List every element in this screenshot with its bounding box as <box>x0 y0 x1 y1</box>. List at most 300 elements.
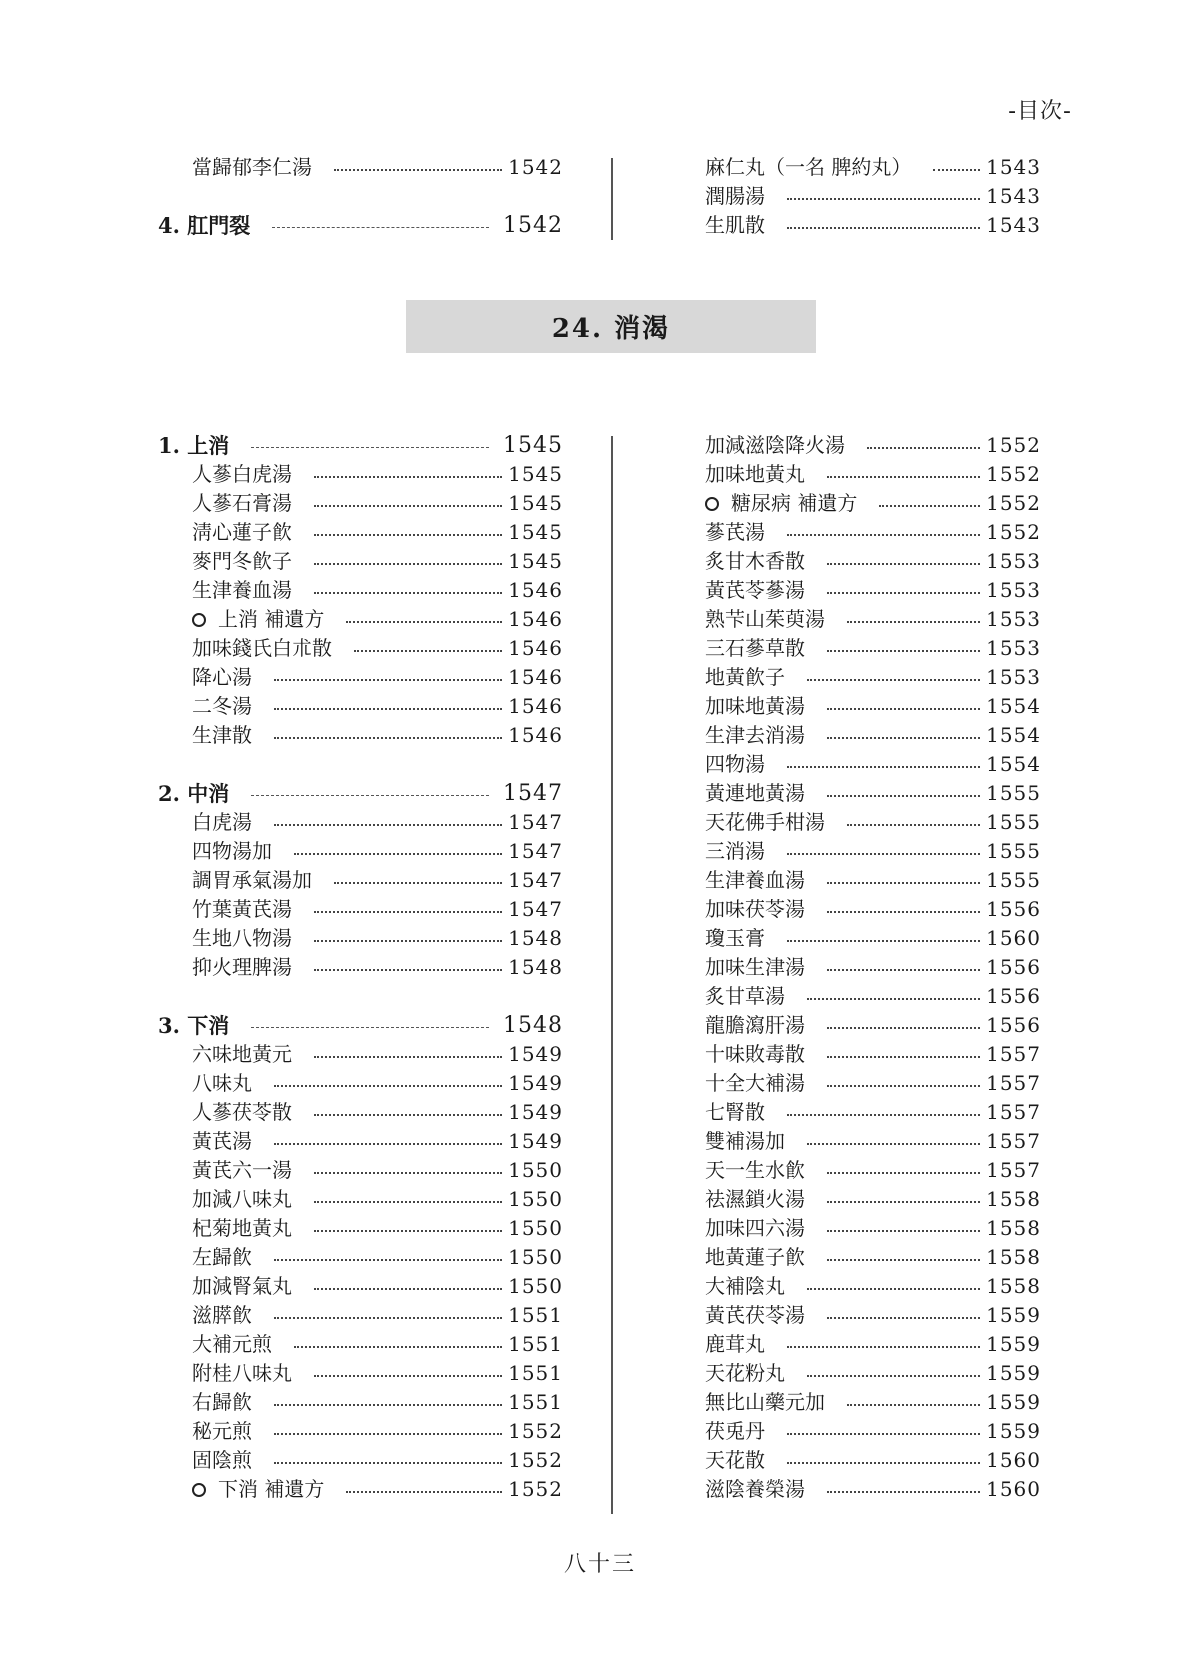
toc-entry[interactable] <box>671 1127 1041 1156</box>
toc-entry[interactable] <box>158 1388 563 1417</box>
toc-page-number: 1555 <box>986 781 1041 805</box>
toc-entry[interactable] <box>158 634 563 663</box>
dot-leader <box>346 621 502 623</box>
toc-entry-text: 炙甘草湯 <box>705 984 785 1008</box>
dot-leader <box>274 1462 502 1464</box>
toc-entry-title <box>705 1272 793 1301</box>
toc-entry[interactable] <box>158 1127 563 1156</box>
toc-entry-title <box>192 547 300 576</box>
toc-entry[interactable] <box>671 1417 1041 1446</box>
toc-page-number: 1556 <box>986 955 1041 979</box>
dot-leader <box>827 737 980 739</box>
toc-page-number: 1553 <box>986 636 1041 660</box>
toc-page-number: 1545 <box>508 462 563 486</box>
toc-entry-text: 二冬湯 <box>192 694 252 718</box>
toc-entry[interactable] <box>671 431 1041 460</box>
toc-entry-title <box>192 1040 300 1069</box>
toc-entry[interactable] <box>671 1301 1041 1330</box>
toc-entry-title <box>192 1156 300 1185</box>
toc-entry-text: 加味地黃湯 <box>705 694 805 718</box>
toc-entry-text: 生津養血湯 <box>705 868 805 892</box>
toc-entry[interactable] <box>671 1446 1041 1475</box>
dot-leader <box>314 476 502 478</box>
toc-entry[interactable] <box>671 692 1041 721</box>
toc-entry[interactable] <box>158 895 563 924</box>
toc-entry-title <box>705 1388 833 1417</box>
toc-entry-title <box>705 431 853 460</box>
toc-entry-text: 炙甘木香散 <box>705 549 805 573</box>
dot-leader <box>827 563 980 565</box>
toc-entry-title <box>705 1475 813 1504</box>
column-divider-top <box>611 158 613 240</box>
toc-page-number: 1543 <box>986 213 1041 237</box>
toc-entry-title <box>192 576 300 605</box>
toc-entry[interactable] <box>158 1040 563 1069</box>
toc-entry-title <box>192 692 260 721</box>
toc-entry[interactable] <box>671 1098 1041 1127</box>
toc-entry[interactable] <box>671 1156 1041 1185</box>
toc-entry-text: 六味地黃元 <box>192 1042 292 1066</box>
toc-entry[interactable] <box>158 721 563 750</box>
toc-entry[interactable] <box>671 982 1041 1011</box>
toc-entry[interactable] <box>671 1011 1041 1040</box>
toc-page-number: 1549 <box>508 1100 563 1124</box>
toc-entry-title <box>705 1243 813 1272</box>
toc-entry[interactable] <box>671 1185 1041 1214</box>
toc-entry-title <box>192 460 300 489</box>
toc-entry-title <box>705 1330 773 1359</box>
toc-entry-text: 黃芪苓蔘湯 <box>705 578 805 602</box>
toc-entry[interactable] <box>671 489 1041 518</box>
toc-entry-text: 七腎散 <box>705 1100 765 1124</box>
toc-page-number: 1546 <box>508 578 563 602</box>
toc-page-number: 1550 <box>508 1216 563 1240</box>
dot-leader <box>827 1172 980 1174</box>
toc-entry-text: 當歸郁李仁湯 <box>192 155 312 179</box>
dot-leader <box>787 1346 980 1348</box>
toc-entry[interactable] <box>671 1359 1041 1388</box>
toc-entry-title <box>705 692 813 721</box>
toc-page-number: 1552 <box>986 520 1041 544</box>
toc-page-number: 1559 <box>986 1419 1041 1443</box>
toc-entry[interactable] <box>158 1446 563 1475</box>
toc-section-entry[interactable] <box>158 1011 563 1040</box>
toc-entry[interactable] <box>671 605 1041 634</box>
toc-entry-text: 上消 補遺方 <box>218 607 325 631</box>
toc-entry-text: 麻仁丸（一名 脾約丸） <box>705 155 912 179</box>
toc-entry-title <box>705 982 793 1011</box>
toc-page-number: 1545 <box>508 549 563 573</box>
toc-entry-title <box>705 1417 773 1446</box>
toc-entry[interactable] <box>158 1156 563 1185</box>
toc-entry-text: 天花散 <box>705 1448 765 1472</box>
toc-entry[interactable] <box>671 924 1041 953</box>
toc-entry-text: 生津養血湯 <box>192 578 292 602</box>
dot-leader <box>807 679 980 681</box>
toc-page-number: 1558 <box>986 1187 1041 1211</box>
dot-leader <box>314 1114 502 1116</box>
toc-entry[interactable] <box>158 1417 563 1446</box>
toc-entry-title <box>192 1301 260 1330</box>
toc-spacer <box>158 982 563 1011</box>
column-divider-main <box>611 436 613 1514</box>
toc-entry-text: 潤腸湯 <box>705 184 765 208</box>
toc-entry[interactable] <box>671 866 1041 895</box>
toc-entry[interactable] <box>158 547 563 576</box>
toc-page-number: 1557 <box>986 1129 1041 1153</box>
toc-entry[interactable] <box>158 1098 563 1127</box>
toc-entry-text: 降心湯 <box>192 665 252 689</box>
toc-section-entry[interactable] <box>158 211 563 240</box>
toc-entry-title <box>705 808 833 837</box>
dot-leader <box>827 1056 980 1058</box>
toc-page-number: 1546 <box>508 723 563 747</box>
toc-entry[interactable] <box>158 460 563 489</box>
toc-page-number: 1550 <box>508 1274 563 1298</box>
toc-page-number: 1549 <box>508 1071 563 1095</box>
toc-entry[interactable] <box>158 866 563 895</box>
toc-entry[interactable] <box>158 953 563 982</box>
toc-entry-text: 附桂八味丸 <box>192 1361 292 1385</box>
toc-entry[interactable] <box>158 1214 563 1243</box>
toc-entry-title <box>705 518 773 547</box>
toc-page-number: 1548 <box>508 926 563 950</box>
toc-entry[interactable] <box>671 518 1041 547</box>
toc-entry-title <box>705 1156 813 1185</box>
toc-entry-title <box>705 663 793 692</box>
toc-page-number: 1553 <box>986 549 1041 573</box>
toc-page-number: 1556 <box>986 984 1041 1008</box>
toc-entry[interactable] <box>158 1069 563 1098</box>
toc-entry-text: 地黃飮子 <box>705 665 785 689</box>
dot-leader <box>827 1317 980 1319</box>
toc-entry[interactable] <box>158 1475 563 1504</box>
toc-main-right-column <box>671 431 1041 1504</box>
toc-page-number: 1560 <box>986 1477 1041 1501</box>
toc-entry-title <box>705 489 865 518</box>
toc-page-number: 1550 <box>508 1245 563 1269</box>
dot-leader <box>314 969 502 971</box>
toc-entry-title <box>192 1243 260 1272</box>
toc-entry-title <box>192 837 280 866</box>
toc-entry-title <box>192 1069 260 1098</box>
toc-entry-text: 瓊玉膏 <box>705 926 765 950</box>
toc-entry-title <box>192 1330 280 1359</box>
dot-leader <box>314 505 502 507</box>
toc-entry[interactable] <box>158 924 563 953</box>
dot-leader <box>847 1404 980 1406</box>
dot-leader <box>274 679 502 681</box>
toc-entry[interactable] <box>158 1301 563 1330</box>
toc-page-number: 1546 <box>508 607 563 631</box>
toc-entry-text: 人蔘石膏湯 <box>192 491 292 515</box>
dot-leader <box>827 1491 980 1493</box>
dot-leader <box>274 708 502 710</box>
dot-leader <box>274 737 502 739</box>
toc-entry-text: 右歸飮 <box>192 1390 252 1414</box>
toc-entry-text: 人蔘茯苓散 <box>192 1100 292 1124</box>
toc-entry[interactable] <box>671 547 1041 576</box>
toc-entry-text: 糖尿病 補遺方 <box>731 491 858 515</box>
toc-entry-title <box>705 866 813 895</box>
dot-leader <box>314 1172 502 1174</box>
toc-entry-text: 雙補湯加 <box>705 1129 785 1153</box>
toc-entry-text: 大補陰丸 <box>705 1274 785 1298</box>
toc-entry[interactable] <box>671 460 1041 489</box>
toc-entry-text: 加味四六湯 <box>705 1216 805 1240</box>
toc-entry[interactable] <box>671 837 1041 866</box>
toc-page-number: 1552 <box>986 433 1041 457</box>
circle-bullet-icon <box>705 497 719 511</box>
toc-page-number: 1551 <box>508 1332 563 1356</box>
toc-entry-text: 杞菊地黃丸 <box>192 1216 292 1240</box>
dot-leader <box>314 911 502 913</box>
toc-entry-text: 固陰煎 <box>192 1448 252 1472</box>
toc-entry-text: 抑火理脾湯 <box>192 955 292 979</box>
dot-leader <box>807 1375 980 1377</box>
toc-entry-title <box>705 1069 813 1098</box>
dot-leader <box>251 1027 489 1028</box>
dot-leader <box>274 1143 502 1145</box>
toc-entry-text: 天一生水飮 <box>705 1158 805 1182</box>
toc-page-number: 1557 <box>986 1158 1041 1182</box>
toc-entry-text: 天花粉丸 <box>705 1361 785 1385</box>
toc-entry-text: 生地八物湯 <box>192 926 292 950</box>
dot-leader <box>314 534 502 536</box>
toc-page-number: 1543 <box>986 184 1041 208</box>
dot-leader <box>827 1230 980 1232</box>
toc-entry-title <box>705 1446 773 1475</box>
toc-page-number: 1558 <box>986 1216 1041 1240</box>
toc-page-number: 1559 <box>986 1303 1041 1327</box>
toc-entry[interactable] <box>671 1214 1041 1243</box>
toc-entry-title <box>192 153 320 182</box>
dot-leader <box>346 1491 502 1493</box>
dot-leader <box>787 766 980 768</box>
toc-entry-text: 黃芪湯 <box>192 1129 252 1153</box>
toc-entry[interactable] <box>671 721 1041 750</box>
toc-entry-title <box>192 866 320 895</box>
toc-entry-text: 鹿茸丸 <box>705 1332 765 1356</box>
toc-entry[interactable] <box>158 808 563 837</box>
dot-leader <box>314 940 502 942</box>
toc-page-number: 1559 <box>986 1390 1041 1414</box>
toc-entry-text: 生津散 <box>192 723 252 747</box>
dot-leader <box>827 795 980 797</box>
dot-leader <box>787 1114 980 1116</box>
toc-entry[interactable] <box>158 1185 563 1214</box>
toc-entry-title <box>192 1446 260 1475</box>
toc-page-number: 1545 <box>508 520 563 544</box>
toc-entry-text: 加減滋陰降火湯 <box>705 433 845 457</box>
toc-entry-title <box>705 924 773 953</box>
toc-entry-title <box>192 1127 260 1156</box>
toc-entry-text: 祛濕鎖火湯 <box>705 1187 805 1211</box>
toc-entry-title <box>192 518 300 547</box>
dot-leader <box>787 853 980 855</box>
toc-entry-text: 竹葉黃芪湯 <box>192 897 292 921</box>
toc-entry-title <box>192 924 300 953</box>
circle-bullet-icon <box>192 1483 206 1497</box>
toc-entry-title <box>705 1185 813 1214</box>
toc-page-number: 1560 <box>986 1448 1041 1472</box>
toc-page-number: 1550 <box>508 1187 563 1211</box>
toc-entry-title <box>192 953 300 982</box>
toc-entry[interactable] <box>158 1330 563 1359</box>
dot-leader <box>807 998 980 1000</box>
toc-entry[interactable] <box>671 1475 1041 1504</box>
toc-page-number: 1557 <box>986 1071 1041 1095</box>
toc-entry-text: 地黃蓮子飮 <box>705 1245 805 1269</box>
toc-entry-title <box>192 489 300 518</box>
toc-entry[interactable] <box>671 211 1041 240</box>
toc-entry-title <box>192 1098 300 1127</box>
toc-entry-title <box>705 750 773 779</box>
toc-entry-title <box>192 605 332 634</box>
toc-entry[interactable] <box>671 663 1041 692</box>
toc-entry[interactable] <box>158 692 563 721</box>
toc-entry-text: 加味錢氏白朮散 <box>192 636 332 660</box>
dot-leader <box>314 1230 502 1232</box>
toc-entry-title <box>705 1301 813 1330</box>
toc-entry-title <box>705 153 919 182</box>
toc-page-number: 1547 <box>508 810 563 834</box>
toc-entry-title <box>192 663 260 692</box>
toc-page-number: 1556 <box>986 1013 1041 1037</box>
toc-entry[interactable] <box>671 1272 1041 1301</box>
dot-leader <box>274 1404 502 1406</box>
toc-page-number: 1551 <box>508 1390 563 1414</box>
toc-entry-text: 調胃承氣湯加 <box>192 868 312 892</box>
toc-page-number: 1549 <box>508 1129 563 1153</box>
toc-top-right-column <box>671 153 1041 240</box>
toc-page-number: 1553 <box>986 607 1041 631</box>
dot-leader <box>827 650 980 652</box>
toc-entry-text: 淸心蓮子飮 <box>192 520 292 544</box>
toc-entry[interactable] <box>671 1069 1041 1098</box>
toc-entry-text: 生肌散 <box>705 213 765 237</box>
dot-leader <box>827 1201 980 1203</box>
toc-entry-title <box>192 1272 300 1301</box>
running-header: -目次- <box>1008 99 1072 124</box>
toc-entry[interactable] <box>158 605 563 634</box>
toc-entry[interactable] <box>671 576 1041 605</box>
dot-leader <box>807 1288 980 1290</box>
dot-leader <box>847 621 980 623</box>
toc-page-number: 1557 <box>986 1100 1041 1124</box>
toc-entry[interactable] <box>158 1359 563 1388</box>
dot-leader <box>787 227 980 229</box>
dot-leader <box>334 169 502 171</box>
toc-entry[interactable] <box>671 953 1041 982</box>
toc-entry[interactable] <box>671 1388 1041 1417</box>
toc-section-entry[interactable] <box>158 779 563 808</box>
dot-leader <box>294 1346 502 1348</box>
toc-entry-text: 黃連地黃湯 <box>705 781 805 805</box>
toc-entry[interactable] <box>671 1330 1041 1359</box>
dot-leader <box>274 1317 502 1319</box>
dot-leader <box>827 708 980 710</box>
toc-entry[interactable] <box>671 153 1041 182</box>
toc-entry-text: 加味生津湯 <box>705 955 805 979</box>
toc-entry[interactable] <box>158 837 563 866</box>
toc-entry[interactable] <box>158 576 563 605</box>
dot-leader <box>807 1143 980 1145</box>
toc-entry[interactable] <box>671 750 1041 779</box>
dot-leader <box>827 911 980 913</box>
toc-entry-text: 四物湯 <box>705 752 765 776</box>
toc-entry-text: 白虎湯 <box>192 810 252 834</box>
dot-leader <box>847 824 980 826</box>
toc-page-number: 1548 <box>508 955 563 979</box>
toc-page-number: 1549 <box>508 1042 563 1066</box>
dot-leader <box>251 447 489 448</box>
toc-entry[interactable] <box>671 1243 1041 1272</box>
toc-entry-text: 大補元煎 <box>192 1332 272 1356</box>
toc-entry-title <box>705 1011 813 1040</box>
toc-entry-text: 四物湯加 <box>192 839 272 863</box>
toc-page-number: 1556 <box>986 897 1041 921</box>
toc-entry[interactable] <box>671 1040 1041 1069</box>
toc-entry[interactable] <box>671 895 1041 924</box>
toc-entry-text: 十味敗毒散 <box>705 1042 805 1066</box>
toc-page-number: 1559 <box>986 1361 1041 1385</box>
toc-page-number: 1545 <box>503 433 563 458</box>
dot-leader <box>787 534 980 536</box>
toc-page-number: 1546 <box>508 694 563 718</box>
toc-entry[interactable] <box>158 489 563 518</box>
toc-page-number: 1558 <box>986 1274 1041 1298</box>
dot-leader <box>867 447 980 449</box>
toc-entry-title <box>192 895 300 924</box>
toc-entry-text: 秘元煎 <box>192 1419 252 1443</box>
toc-page-number: 1552 <box>508 1419 563 1443</box>
dot-leader <box>314 1056 502 1058</box>
toc-entry[interactable] <box>671 182 1041 211</box>
dot-leader <box>314 1288 502 1290</box>
toc-entry-text: 左歸飮 <box>192 1245 252 1269</box>
toc-entry-text: 滋陰養榮湯 <box>705 1477 805 1501</box>
toc-entry[interactable] <box>671 634 1041 663</box>
toc-entry[interactable] <box>671 779 1041 808</box>
toc-section-entry[interactable] <box>158 431 563 460</box>
toc-entry[interactable] <box>158 1243 563 1272</box>
toc-entry-title <box>705 1127 793 1156</box>
toc-entry-title <box>192 1388 260 1417</box>
toc-page-number: 1554 <box>986 752 1041 776</box>
dot-leader <box>827 969 980 971</box>
toc-entry-text: 加減腎氣丸 <box>192 1274 292 1298</box>
toc-page-number: 1547 <box>508 897 563 921</box>
toc-entry-title <box>705 721 813 750</box>
toc-entry-title <box>705 547 813 576</box>
toc-entry-text: 滋膵飮 <box>192 1303 252 1327</box>
toc-page-number: 1557 <box>986 1042 1041 1066</box>
toc-entry[interactable] <box>158 518 563 547</box>
toc-entry[interactable] <box>158 153 563 182</box>
dot-leader <box>334 882 502 884</box>
toc-entry-title <box>192 634 340 663</box>
toc-entry[interactable] <box>671 808 1041 837</box>
toc-entry-title <box>705 634 813 663</box>
toc-entry[interactable] <box>158 663 563 692</box>
dot-leader <box>251 795 489 796</box>
toc-entry-title <box>192 1475 332 1504</box>
toc-entry-text: 麥門冬飮子 <box>192 549 292 573</box>
toc-entry[interactable] <box>158 1272 563 1301</box>
toc-page-number: 1548 <box>503 1013 563 1038</box>
toc-page-number: 1558 <box>986 1245 1041 1269</box>
